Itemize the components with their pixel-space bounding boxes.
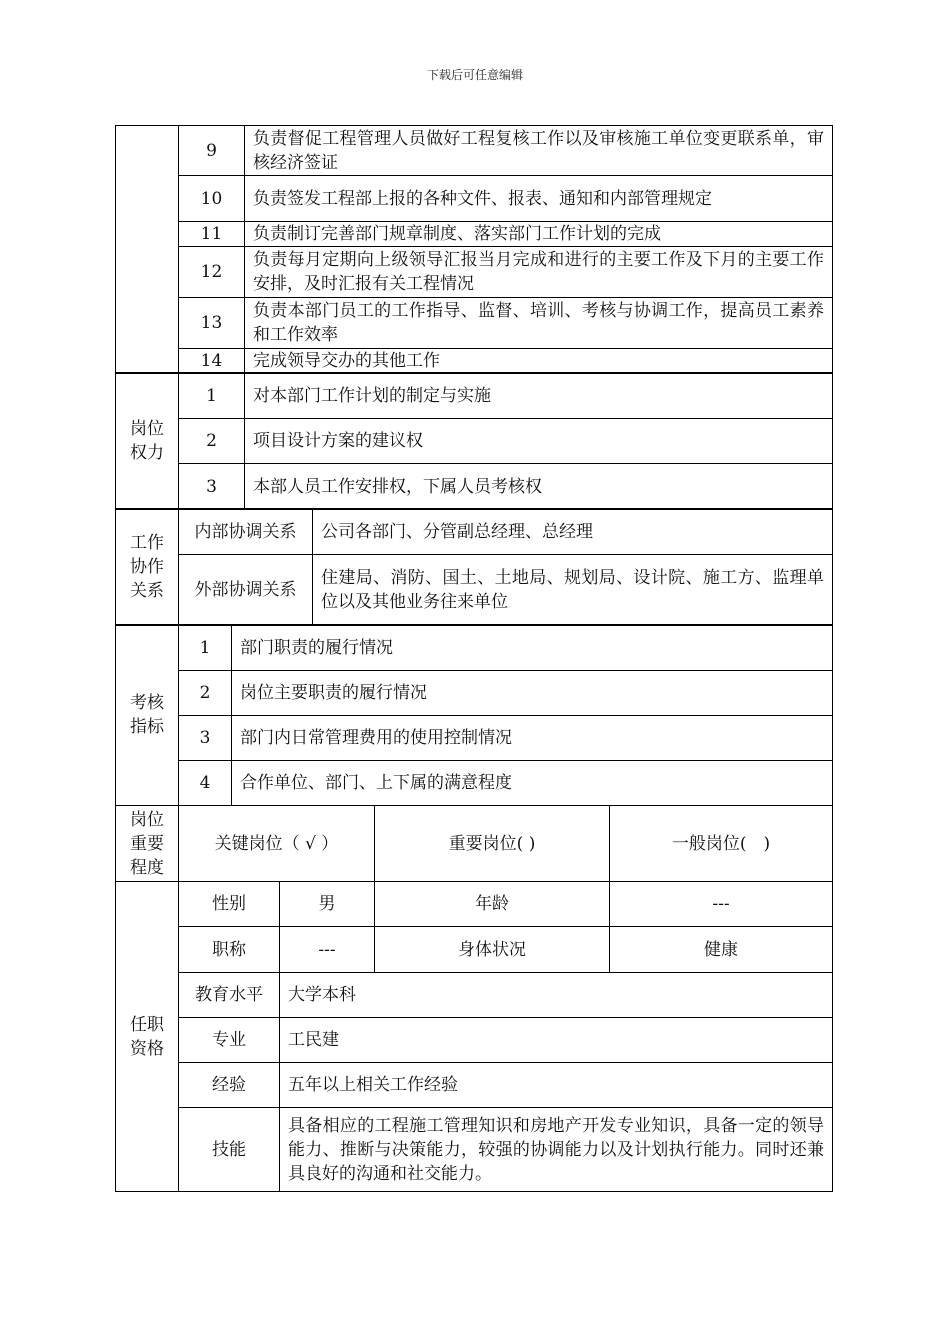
row-text: 项目设计方案的建议权 bbox=[245, 419, 833, 464]
authority-label: 岗位权力 bbox=[116, 373, 179, 510]
row-text: 完成领导交办的其他工作 bbox=[245, 349, 833, 374]
health-label: 身体状况 bbox=[375, 927, 610, 973]
row-number: 3 bbox=[179, 464, 245, 510]
table-row bbox=[116, 806, 833, 882]
table-row bbox=[116, 1018, 833, 1063]
collaboration-table bbox=[115, 508, 833, 626]
authority-table bbox=[115, 372, 833, 510]
collaboration-label: 工作协作关系 bbox=[116, 509, 179, 626]
row-number: 1 bbox=[179, 625, 232, 671]
title-label: 职称 bbox=[179, 927, 280, 973]
row-number: 4 bbox=[179, 761, 232, 806]
table-row bbox=[116, 761, 833, 806]
qualification-label: 任职资格 bbox=[116, 882, 179, 1192]
row-text: 负责每月定期向上级领导汇报当月完成和进行的主要工作及下月的主要工作安排，及时汇报有关工程情况 bbox=[245, 247, 833, 298]
relation-type: 内部协调关系 bbox=[179, 509, 313, 555]
page-header: 下载后可任意编辑 bbox=[426, 68, 523, 82]
row-number: 11 bbox=[179, 222, 245, 247]
age-label: 年龄 bbox=[375, 882, 610, 927]
table-row bbox=[116, 373, 833, 419]
health-value: 健康 bbox=[610, 927, 833, 973]
row-text: 负责本部门员工的工作指导、监督、培训、考核与协调工作，提高员工素养和工作效率 bbox=[245, 298, 833, 349]
relation-text: 住建局、消防、国土、土地局、规划局、设计院、施工方、监理单位以及其他业务往来单位 bbox=[313, 555, 833, 626]
row-number: 2 bbox=[179, 419, 245, 464]
table-row bbox=[116, 1063, 833, 1108]
qualification-table bbox=[115, 881, 833, 1192]
education-label: 教育水平 bbox=[179, 973, 280, 1018]
row-number: 1 bbox=[179, 373, 245, 419]
general-position-option: 一般岗位( ) bbox=[610, 806, 833, 882]
experience-value: 五年以上相关工作经验 bbox=[280, 1063, 833, 1108]
row-number: 9 bbox=[179, 126, 245, 176]
table-row bbox=[116, 247, 833, 298]
table-row bbox=[116, 671, 833, 716]
duties-table bbox=[115, 125, 833, 374]
row-text: 合作单位、部门、上下属的满意程度 bbox=[232, 761, 833, 806]
skills-label: 技能 bbox=[179, 1108, 280, 1192]
important-position-option: 重要岗位( ) bbox=[375, 806, 610, 882]
table-row bbox=[116, 555, 833, 626]
skills-value: 具备相应的工程施工管理知识和房地产开发专业知识，具备一定的领导能力、推断与决策能力，较强的协调能力以及计划执行能力。同时还兼具良好的沟通和社交能力。 bbox=[280, 1108, 833, 1192]
gender-label: 性别 bbox=[179, 882, 280, 927]
row-text: 负责制订完善部门规章制度、落实部门工作计划的完成 bbox=[245, 222, 833, 247]
table-row bbox=[116, 298, 833, 349]
row-text: 负责签发工程部上报的各种文件、报表、通知和内部管理规定 bbox=[245, 176, 833, 222]
gender-value: 男 bbox=[280, 882, 375, 927]
table-row bbox=[116, 126, 833, 176]
row-number: 12 bbox=[179, 247, 245, 298]
table-row bbox=[116, 222, 833, 247]
row-number: 2 bbox=[179, 671, 232, 716]
table-row bbox=[116, 349, 833, 374]
importance-label: 岗位重要程度 bbox=[116, 806, 179, 882]
row-number: 3 bbox=[179, 716, 232, 761]
education-value: 大学本科 bbox=[280, 973, 833, 1018]
duties-category-cell bbox=[116, 126, 179, 374]
key-position-option: 关键岗位（ √ ） bbox=[179, 806, 375, 882]
row-number: 14 bbox=[179, 349, 245, 374]
row-text: 对本部门工作计划的制定与实施 bbox=[245, 373, 833, 419]
row-text: 部门内日常管理费用的使用控制情况 bbox=[232, 716, 833, 761]
experience-label: 经验 bbox=[179, 1063, 280, 1108]
table-row bbox=[116, 1108, 833, 1192]
row-text: 部门职责的履行情况 bbox=[232, 625, 833, 671]
table-row bbox=[116, 625, 833, 671]
importance-table bbox=[115, 805, 833, 882]
row-number: 13 bbox=[179, 298, 245, 349]
major-label: 专业 bbox=[179, 1018, 280, 1063]
table-row bbox=[116, 716, 833, 761]
table-row bbox=[116, 927, 833, 973]
table-row bbox=[116, 419, 833, 464]
row-text: 负责督促工程管理人员做好工程复核工作以及审核施工单位变更联系单，审核经济签证 bbox=[245, 126, 833, 176]
kpi-table bbox=[115, 624, 833, 806]
table-row bbox=[116, 973, 833, 1018]
relation-text: 公司各部门、分管副总经理、总经理 bbox=[313, 509, 833, 555]
table-row bbox=[116, 509, 833, 555]
row-text: 岗位主要职责的履行情况 bbox=[232, 671, 833, 716]
age-value: --- bbox=[610, 882, 833, 927]
row-number: 10 bbox=[179, 176, 245, 222]
title-value: --- bbox=[280, 927, 375, 973]
table-row bbox=[116, 882, 833, 927]
major-value: 工民建 bbox=[280, 1018, 833, 1063]
table-row bbox=[116, 464, 833, 510]
table-row bbox=[116, 176, 833, 222]
kpi-label: 考核指标 bbox=[116, 625, 179, 806]
relation-type: 外部协调关系 bbox=[179, 555, 313, 626]
row-text: 本部人员工作安排权，下属人员考核权 bbox=[245, 464, 833, 510]
